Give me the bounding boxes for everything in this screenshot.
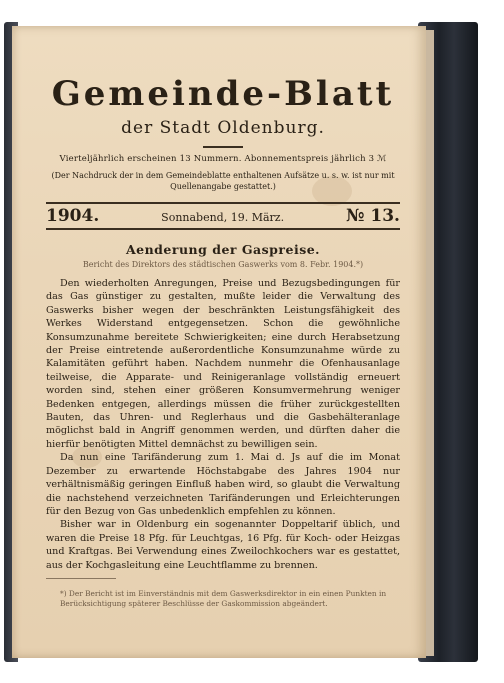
ornamental-rule	[203, 146, 243, 148]
article-byline: Bericht des Direktors des städtischen Gaswerks vom 8. Febr. 1904.*)	[82, 260, 364, 269]
article-title: Aenderung der Gaspreise.	[125, 242, 321, 257]
article-footnote: *) Der Bericht ist im Einverständnis mit dem Gaswerksdirektor in ein einen Punkten in Berücksichtigung späterer Beschlüsse der Gaskommission abgeändert.	[60, 588, 387, 608]
issue-number: № 13.	[346, 206, 400, 226]
article-paragraph: Da nun eine Tarifänderung zum 1. Mai d. Js auf die im Monat Dezember zu erwartende Höchstabgabe des Jahres 1904 nur verhältnismäßig geringen Einfluß haben wird, so glaubt die Verwaltung die nachstehend verzeichneten Tarifänderungen und Erleichterungen für den Bezug von Gas unbedenklich empfehlen zu können.	[46, 452, 400, 517]
issue-dateline	[46, 202, 400, 230]
issue-year: 1904.	[46, 206, 100, 226]
reprint-note: (Der Nachdruck der in dem Gemeindeblatte enthaltenen Aufsätze u. s. w. ist nur mit Quellenangabe gestattet.)	[51, 171, 395, 191]
subscription-line: Vierteljährlich erscheinen 13 Nummern. Abonnementspreis jährlich 3 ℳ	[59, 154, 387, 164]
article-paragraph: Bisher war in Oldenburg ein sogenannter Doppeltarif üblich, und waren die Preise 18 Pfg. für Leuchtgas, 16 Pfg. für Koch- oder Heizgas und Kraftgas. Bei Verwendung eines Zweilochkochers war es gestattet, aus der Kochgasleitung eine Leuchtflamme zu brennen.	[46, 519, 400, 571]
page-block-edge	[426, 30, 434, 656]
page-content	[46, 66, 400, 609]
issue-date: Sonnabend, 19. März.	[161, 211, 285, 224]
footnote-rule	[46, 578, 116, 579]
masthead-title: Gemeinde-Blatt	[51, 74, 395, 114]
newspaper-page	[12, 26, 426, 658]
article-paragraph: Den wiederholten Anregungen, Preise und Bezugsbedingungen für das Gas günstiger zu gestalten, mußte leider die Verwaltung des Gaswerks bisher wegen der beschränkten Leistungsfähigkeit des Werkes Widerstand entgegensetzen. Schon die gewöhnliche Konsumzunahme bereitete Schwierigkeiten; eine durch Herabsetzung der Preise eintretende außerordentliche Konsumzunahme würde zu Kalamitäten geführt haben. Nachdem nunmehr die Ofenhausanlage teilweise, die Apparate- und Reinigeranlage vollständig erneuert worden sind, stehen einer größeren Konsumvermehrung weniger Bedenken entgegen, allerdings müssen die früher zurückgestellten Bauten, das Uhren- und Reglerhaus und die Gasbehälteranlage möglichst bald in Angriff genommen werden, und dürften daher die hierfür benötigten Mittel demnächst zu bewilligen sein.	[46, 278, 400, 450]
article-body	[46, 277, 400, 572]
masthead-subtitle: der Stadt Oldenburg.	[121, 118, 325, 138]
